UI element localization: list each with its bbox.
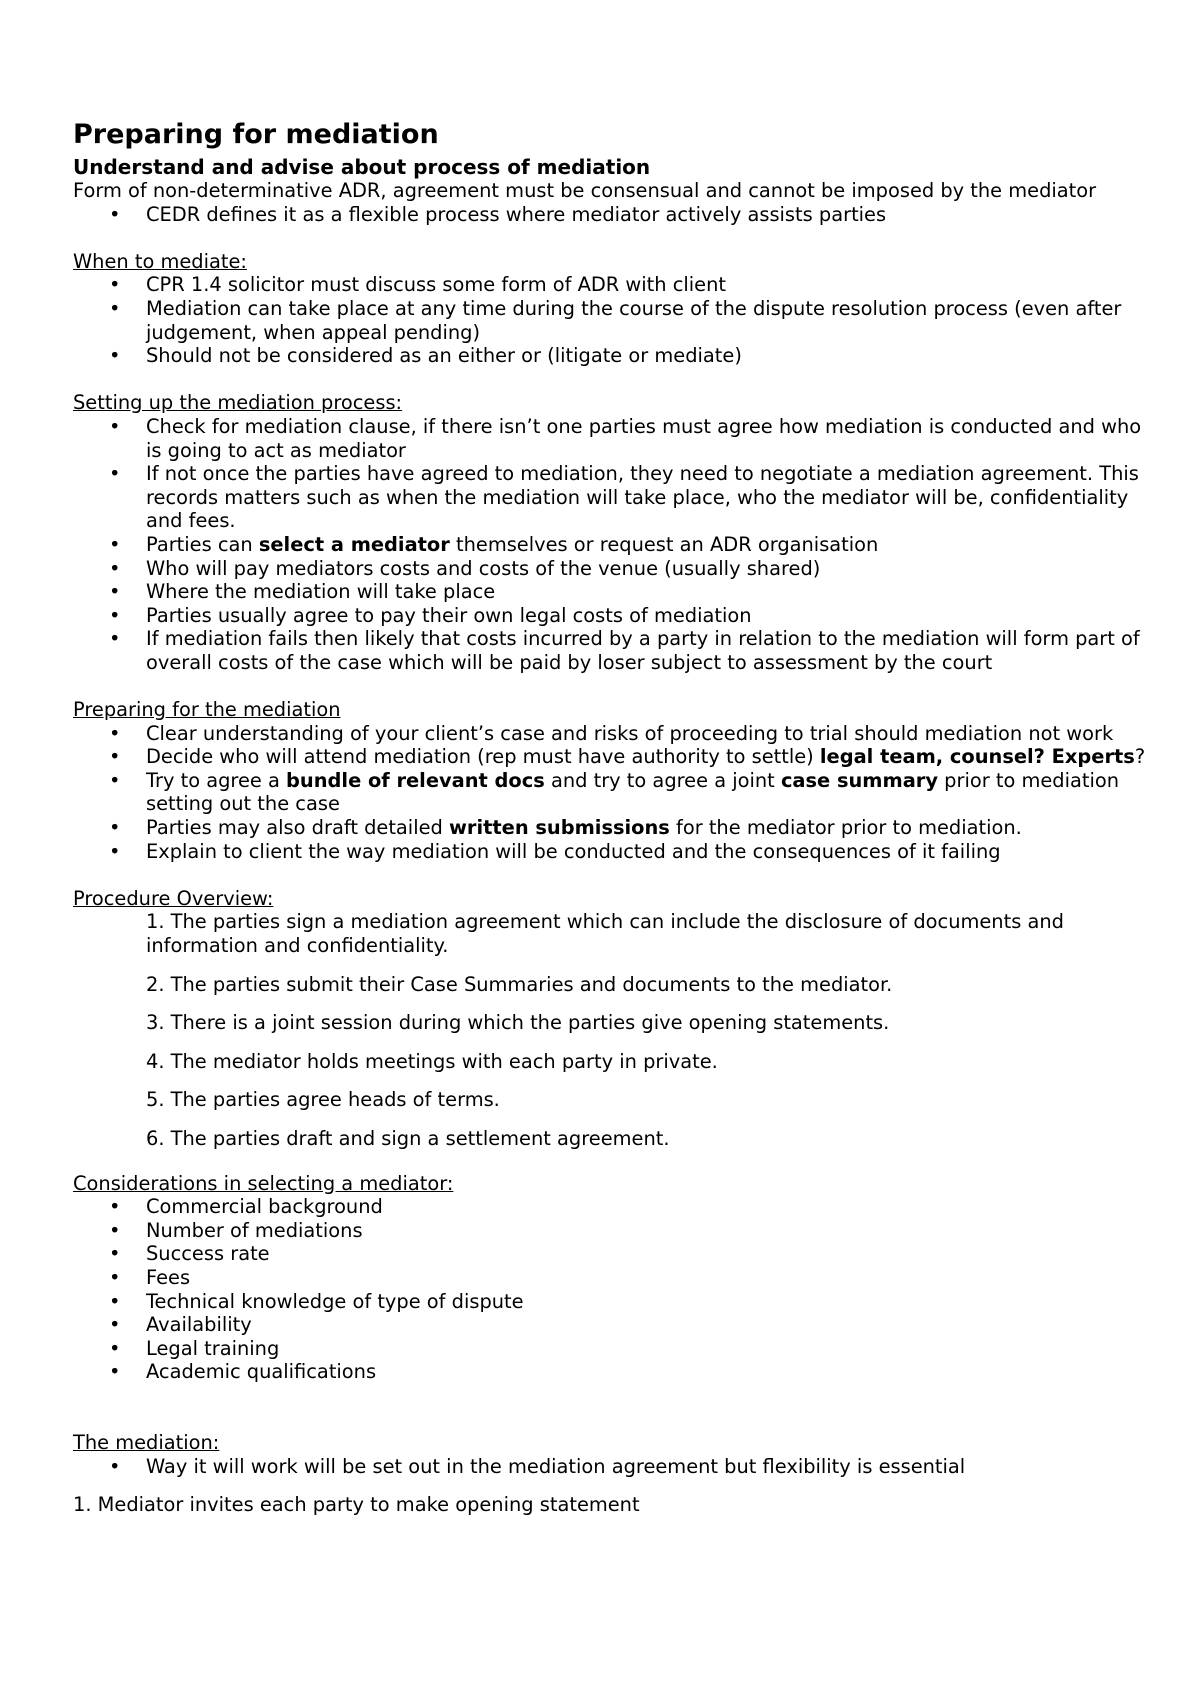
list-item: • Way it will work will be set out in the mediation agreement but flexibility is essential [146, 1455, 1153, 1479]
section-heading-procedure: Procedure Overview: [73, 886, 274, 910]
list-item: • Decide who will attend mediation (rep must have authority to settle) legal team, counsel? Experts? [146, 745, 1153, 769]
document-page [73, 118, 1153, 1517]
list-item: • Parties can select a mediator themselves or request an ADR organisation [146, 533, 1153, 557]
intro-paragraph: Form of non-determinative ADR, agreement must be consensual and cannot be imposed by the mediator [73, 179, 1097, 202]
list-item: • Explain to client the way mediation will be conducted and the consequences of it failing [146, 840, 1153, 864]
list-item: • Availability [146, 1313, 1153, 1337]
procedure-step: 6. The parties draft and sign a settlement agreement. [146, 1126, 670, 1150]
bold-text: select a mediator [258, 532, 450, 556]
procedure-step: 5. The parties agree heads of terms. [146, 1088, 500, 1112]
list-item: • Try to agree a bundle of relevant docs and try to agree a joint case summary prior to mediation setting out the case [146, 769, 1153, 816]
intro-bullet-list [73, 203, 1153, 227]
bold-text: case summary [780, 768, 939, 792]
section-heading-considerations: Considerations in selecting a mediator: [73, 1171, 454, 1195]
list-item: • Parties usually agree to pay their own legal costs of mediation [146, 604, 1153, 628]
mediation-step: 1. Mediator invites each party to make opening statement [73, 1493, 640, 1517]
section-heading-setup: Setting up the mediation process: [73, 391, 403, 415]
list-item: • Check for mediation clause, if there isn’t one parties must agree how mediation is conducted and who is going to act as mediator [146, 415, 1153, 462]
list-item: • Clear understanding of your client’s case and risks of proceeding to trial should mediation not work [146, 722, 1153, 746]
setup-bullet-list [73, 415, 1153, 675]
list-item: • Where the mediation will take place [146, 580, 1153, 604]
list-item: • CEDR defines it as a flexible process where mediator actively assists parties [146, 203, 1153, 227]
document-subtitle: Understand and advise about process of mediation [73, 155, 651, 179]
list-item: • Technical knowledge of type of dispute [146, 1290, 1153, 1314]
document-title: Preparing for mediation [73, 119, 439, 150]
list-item: • If mediation fails then likely that costs incurred by a party in relation to the mediation will form part of overall costs of the case which will be paid by loser subject to assessment by the court [146, 627, 1153, 674]
procedure-step: 1. The parties sign a mediation agreement which can include the disclosure of documents and information and confidentiality. [146, 910, 1064, 957]
mediation-bullet-list [73, 1455, 1153, 1479]
list-item: • If not once the parties have agreed to mediation, they need to negotiate a mediation agreement. This records matters such as when the mediation will take place, who the mediator will be, confidentiality and fees. [146, 462, 1153, 533]
section-heading-mediation: The mediation: [73, 1430, 220, 1454]
list-item: • Mediation can take place at any time during the course of the dispute resolution process (even after judgement, when appeal pending) [146, 297, 1153, 344]
list-item: • Legal training [146, 1337, 1153, 1361]
bold-text: written submissions [449, 816, 670, 840]
procedure-step: 2. The parties submit their Case Summaries and documents to the mediator. [146, 972, 893, 996]
when-bullet-list [73, 273, 1153, 367]
list-item: • Who will pay mediators costs and costs of the venue (usually shared) [146, 557, 1153, 581]
bold-text: bundle of relevant docs [286, 768, 545, 792]
bold-text: legal team, counsel? Experts [819, 745, 1135, 769]
list-item: • Number of mediations [146, 1219, 1153, 1243]
section-heading-preparing: Preparing for the mediation [73, 698, 341, 722]
list-item: • Fees [146, 1266, 1153, 1290]
preparing-bullet-list [73, 722, 1153, 864]
section-heading-when: When to mediate: [73, 249, 247, 273]
list-item: • Parties may also draft detailed written submissions for the mediator prior to mediation. [146, 816, 1153, 840]
considerations-bullet-list [73, 1195, 1153, 1384]
procedure-steps [73, 910, 1153, 1150]
list-item: • Success rate [146, 1242, 1153, 1266]
list-item: • Commercial background [146, 1195, 1153, 1219]
list-item: • CPR 1.4 solicitor must discuss some form of ADR with client [146, 273, 1153, 297]
list-item: • Academic qualifications [146, 1360, 1153, 1384]
list-item: • Should not be considered as an either or (litigate or mediate) [146, 344, 1153, 368]
procedure-step: 3. There is a joint session during which the parties give opening statements. [146, 1011, 890, 1035]
procedure-step: 4. The mediator holds meetings with each party in private. [146, 1049, 718, 1073]
